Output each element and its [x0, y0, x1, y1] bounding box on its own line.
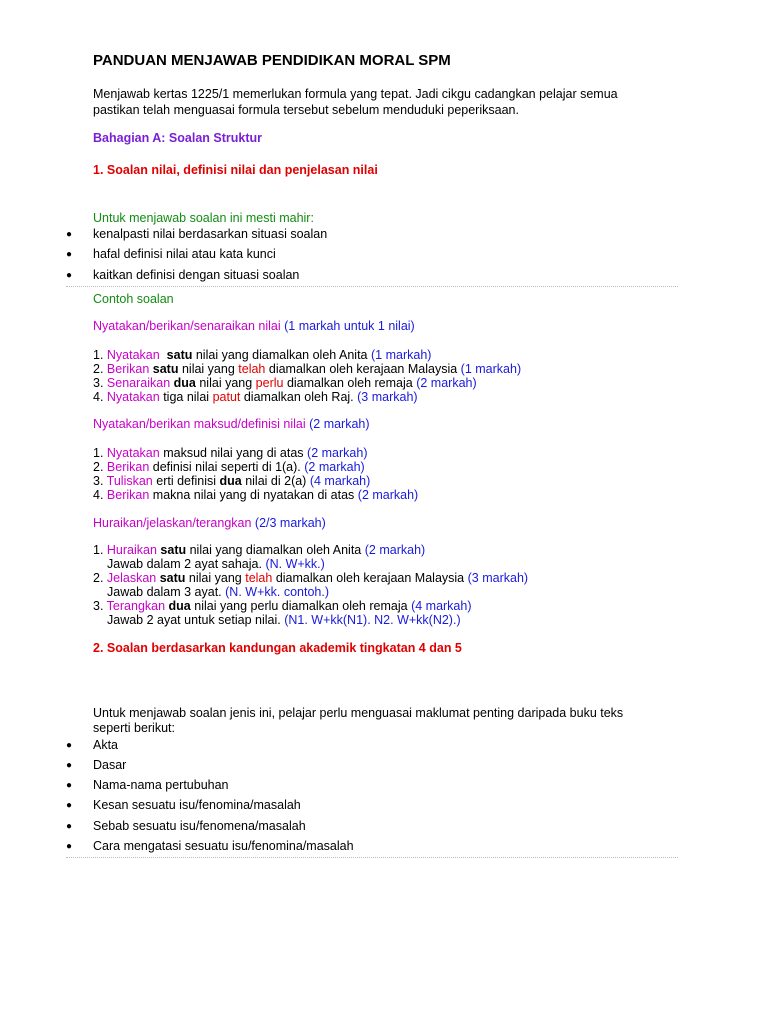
divider [66, 286, 678, 287]
bullet-icon: ● [66, 841, 73, 852]
section-a-heading: Bahagian A: Soalan Struktur [93, 131, 263, 145]
question-line: 1. Nyatakan satu nilai yang diamalkan oleh Anita (1 markah) [93, 348, 432, 362]
q2-intro-line-1: Untuk menjawab soalan jenis ini, pelajar perlu menguasai maklumat penting daripada buku teks [93, 706, 624, 720]
question-line: 1. Huraikan satu nilai yang diamalkan oleh Anita (2 markah) [93, 543, 426, 557]
q1-heading: 1. Soalan nilai, definisi nilai dan penjelasan nilai [93, 163, 378, 177]
question-line: 1. Nyatakan maksud nilai yang di atas (2 markah) [93, 446, 368, 460]
intro-line-1: Menjawab kertas 1225/1 memerlukan formula yang tepat. Jadi cikgu cadangkan pelajar semua [93, 87, 618, 101]
list-item: Akta [93, 738, 119, 752]
bullet-icon: ● [66, 270, 73, 281]
intro-line-2: pastikan telah menguasai formula tersebut sebelum menduduki peperiksaan. [93, 103, 519, 117]
bullet-icon: ● [66, 780, 73, 791]
list-item: kenalpasti nilai berdasarkan situasi soalan [93, 227, 328, 241]
question-line: 3. Terangkan dua nilai yang perlu diamalkan oleh remaja (4 markah) [93, 599, 472, 613]
bullet-icon: ● [66, 760, 73, 771]
bullet-icon: ● [66, 800, 73, 811]
question-line: 4. Berikan makna nilai yang di nyatakan di atas (2 markah) [93, 488, 419, 502]
question-line: 3. Senaraikan dua nilai yang perlu diamalkan oleh remaja (2 markah) [93, 376, 477, 390]
list-item: Nama-nama pertubuhan [93, 778, 229, 792]
list-item: hafal definisi nilai atau kata kunci [93, 247, 276, 261]
list-item: Dasar [93, 758, 127, 772]
page-title: PANDUAN MENJAWAB PENDIDIKAN MORAL SPM [93, 52, 451, 69]
contoh-soalan-label: Contoh soalan [93, 292, 174, 306]
question-line: 4. Nyatakan tiga nilai patut diamalkan oleh Raj. (3 markah) [93, 390, 418, 404]
group2-heading: Nyatakan/berikan maksud/definisi nilai (2 markah) [93, 417, 370, 431]
bullet-icon: ● [66, 249, 73, 260]
question-line-cont: Jawab dalam 2 ayat sahaja. (N. W+kk.) [107, 557, 325, 571]
group3-heading: Huraikan/jelaskan/terangkan (2/3 markah) [93, 516, 326, 530]
bullet-icon: ● [66, 821, 73, 832]
must-master-text: Untuk menjawab soalan ini mesti mahir: [93, 211, 314, 225]
question-line-cont: Jawab 2 ayat untuk setiap nilai. (N1. W+kk(N1). N2. W+kk(N2).) [107, 613, 461, 627]
q2-heading: 2. Soalan berdasarkan kandungan akademik tingkatan 4 dan 5 [93, 641, 462, 655]
list-item: Kesan sesuatu isu/fenomina/masalah [93, 798, 301, 812]
bullet-icon: ● [66, 740, 73, 751]
group1-heading: Nyatakan/berikan/senaraikan nilai (1 markah untuk 1 nilai) [93, 319, 415, 333]
question-line: 2. Berikan satu nilai yang telah diamalkan oleh kerajaan Malaysia (1 markah) [93, 362, 522, 376]
bullet-icon: ● [66, 229, 73, 240]
list-item: Sebab sesuatu isu/fenomena/masalah [93, 819, 306, 833]
list-item: Cara mengatasi sesuatu isu/fenomina/masalah [93, 839, 354, 853]
q2-intro-line-2: seperti berikut: [93, 721, 175, 735]
question-line: 2. Jelaskan satu nilai yang telah diamalkan oleh kerajaan Malaysia (3 markah) [93, 571, 529, 585]
divider [66, 857, 678, 858]
question-line: 2. Berikan definisi nilai seperti di 1(a). (2 markah) [93, 460, 365, 474]
list-item: kaitkan definisi dengan situasi soalan [93, 268, 300, 282]
question-line-cont: Jawab dalam 3 ayat. (N. W+kk. contoh.) [107, 585, 329, 599]
question-line: 3. Tuliskan erti definisi dua nilai di 2(a) (4 markah) [93, 474, 371, 488]
